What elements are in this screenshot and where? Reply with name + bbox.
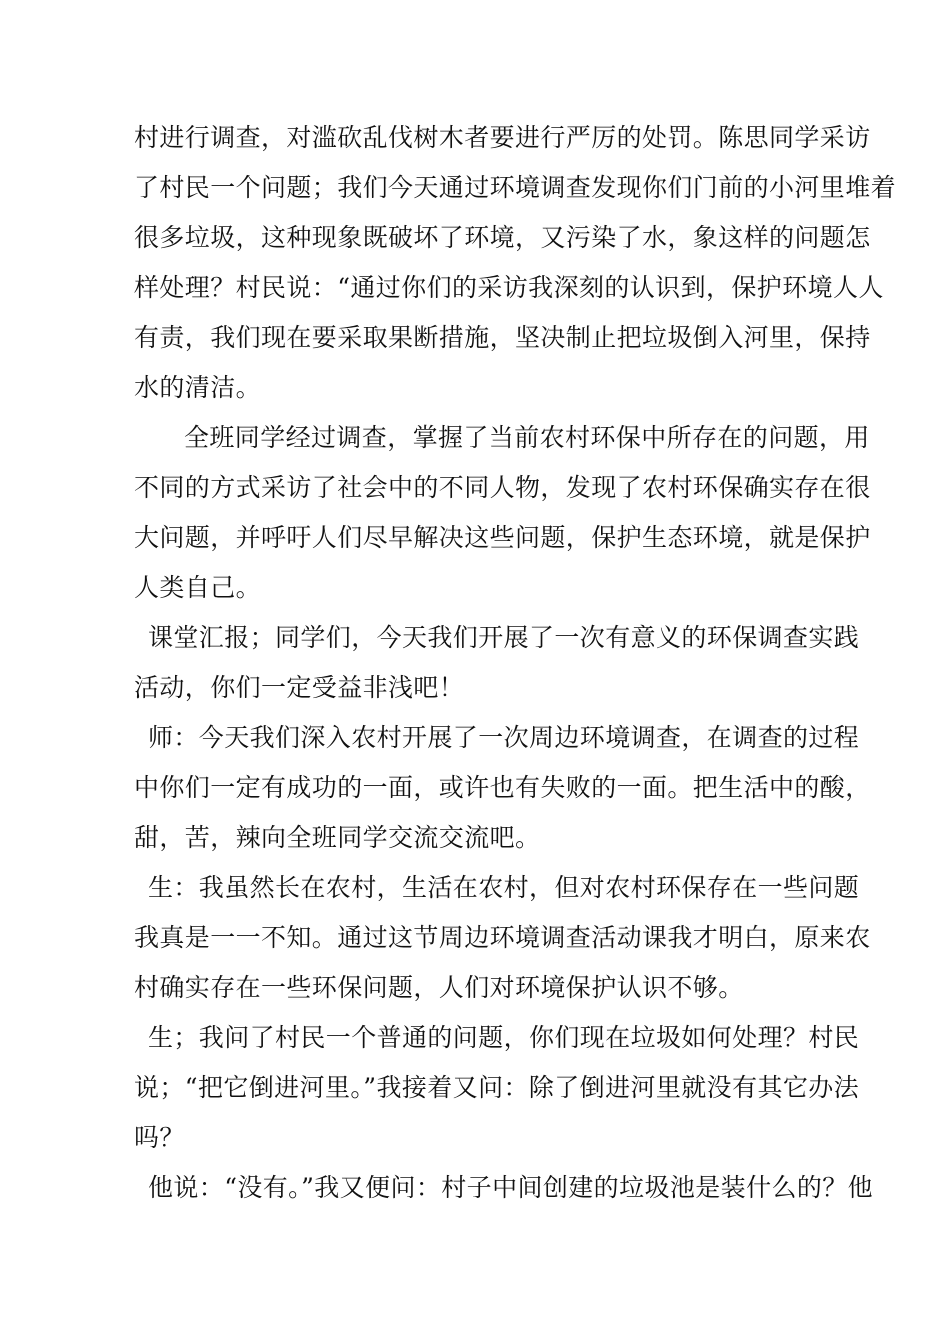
text-line: 有责，我们现在要采取果断措施，坚决制止把垃圾倒入河里，保持 <box>134 323 871 352</box>
text-line: 生；我问了村民一个普通的问题，你们现在垃圾如何处理？村民 <box>148 1023 860 1052</box>
text-line: 全班同学经过调查，掌握了当前农村环保中所存在的问题，用 <box>184 423 870 452</box>
text-line: 水的清洁。 <box>134 373 262 402</box>
text-line: 村进行调查，对滥砍乱伐树木者要进行严厉的处罚。陈思同学采访 <box>134 123 871 152</box>
text-line: 甜，苦，辣向全班同学交流交流吧。 <box>134 823 541 852</box>
text-line: 很多垃圾，这种现象既破坏了环境，又污染了水，象这样的问题怎 <box>134 223 871 252</box>
text-line: 村确实存在一些环保问题，人们对环境保护认识不够。 <box>134 973 744 1002</box>
text-line: 我真是一一不知。通过这节周边环境调查活动课我才明白，原来农 <box>134 923 871 952</box>
text-line: 中你们一定有成功的一面，或许也有失败的一面。把生活中的酸， <box>134 773 871 802</box>
text-line: 他说：“没有。”我又便问：村子中间创建的垃圾池是装什么的？他 <box>148 1173 874 1202</box>
text-line: 吗？ <box>134 1123 185 1152</box>
text-line: 说；“把它倒进河里。”我接着又问：除了倒进河里就没有其它办法 <box>134 1073 860 1102</box>
text-line: 大问题，并呼吁人们尽早解决这些问题，保护生态环境，就是保护 <box>134 523 871 552</box>
text-line: 生：我虽然长在农村，生活在农村，但对农村环保存在一些问题 <box>148 873 860 902</box>
text-line: 人类自己。 <box>134 573 262 602</box>
text-line: 师：今天我们深入农村开展了一次周边环境调查，在调查的过程 <box>148 723 860 752</box>
text-line: 样处理？村民说：“通过你们的采访我深刻的认识到，保护环境人人 <box>134 273 884 302</box>
text-line: 活动，你们一定受益非浅吧！ <box>134 673 465 702</box>
text-line: 课堂汇报；同学们，今天我们开展了一次有意义的环保调查实践 <box>148 623 860 652</box>
text-line: 了村民一个问题；我们今天通过环境调查发现你们门前的小河里堆着 <box>134 173 897 202</box>
text-line: 不同的方式采访了社会中的不同人物，发现了农村环保确实存在很 <box>134 473 871 502</box>
